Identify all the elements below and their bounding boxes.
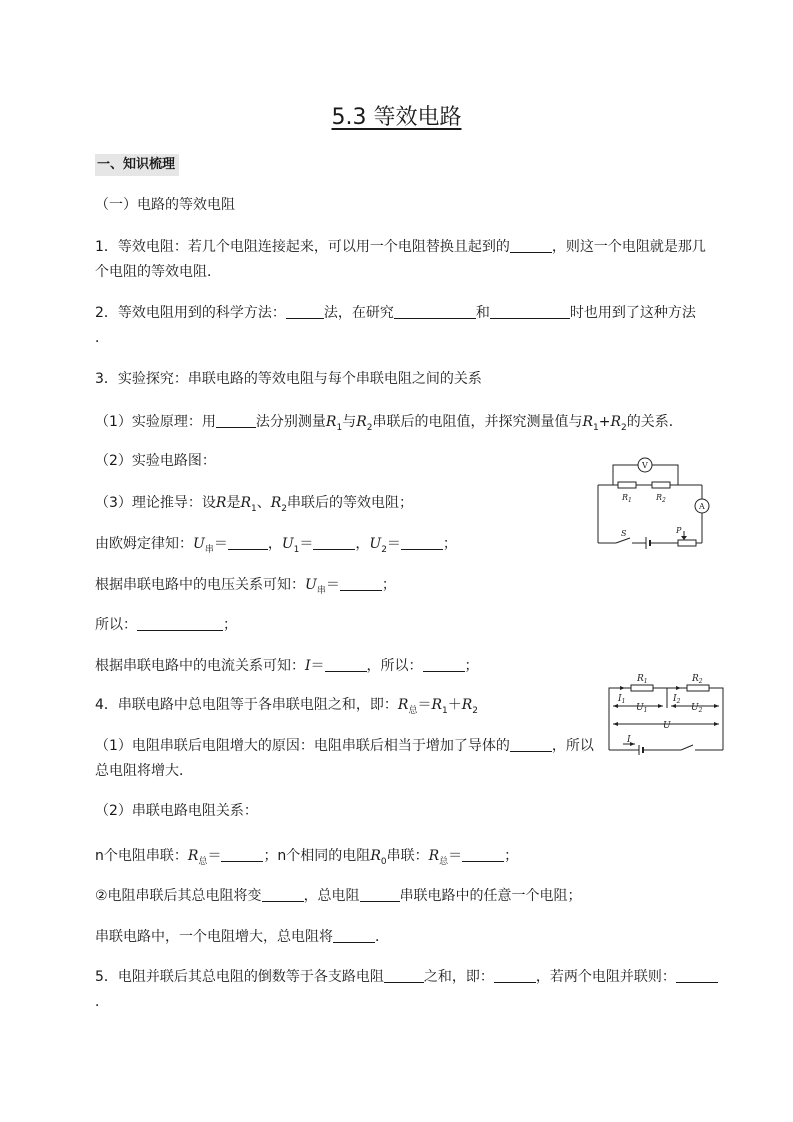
answer-blank[interactable] <box>216 411 256 428</box>
u2-label: $U_2$ <box>691 703 703 714</box>
r1-label: $R_1$ <box>637 674 648 685</box>
answer-blank[interactable] <box>676 966 718 983</box>
answer-blank[interactable] <box>286 302 324 319</box>
ammeter-label: A <box>699 502 705 511</box>
answer-blank[interactable] <box>401 533 443 550</box>
item3-line1: 3．实验探究：串联电路的等效电阻与每个串联电阻之间的关系 <box>95 371 482 387</box>
item3-circuit-label: （2）实验电路图： <box>95 453 216 469</box>
slider-label: P <box>676 526 682 535</box>
i2-label: $I_2$ <box>673 694 681 705</box>
answer-blank[interactable] <box>313 533 355 550</box>
answer-blank[interactable] <box>394 302 476 319</box>
item4-reason-line2: 总电阻将增大． <box>95 763 193 779</box>
resistor-r2 <box>687 685 709 691</box>
item4-circle2: ②电阻串联后其总电阻将变 ，总电阻 串联电路中的任意一个电阻； <box>95 885 582 906</box>
answer-blank[interactable] <box>510 735 552 752</box>
switch-label: S <box>621 529 627 538</box>
subsection-title: （一）电路的等效电阻 <box>95 197 235 213</box>
answer-blank[interactable] <box>228 533 268 550</box>
i-label: I <box>627 735 631 745</box>
item4-n-series: n个电阻串联：$R_总=$ ；n个相同的电阻$R_0$串联：$R_总=$ ； <box>95 845 518 872</box>
r2-label: $R_2$ <box>656 493 666 504</box>
item1-line1: 1．等效电阻：若几个电阻连接起来，可以用一个电阻替换且起到的 ，则这一个电阻就是那几 <box>95 236 706 257</box>
u1-label: $U_1$ <box>636 703 648 714</box>
item4-relation: （2）串联电路电阻关系： <box>95 803 258 819</box>
section-header: 一、知识梳理 <box>95 154 179 176</box>
answer-blank[interactable] <box>490 302 570 319</box>
answer-blank[interactable] <box>423 655 465 672</box>
item3-derivation: （3）理论推导：设R是$R_1$、$R_2$串联后的等效电阻； <box>95 495 414 514</box>
resistor-r1 <box>631 685 653 691</box>
item4-circle3: 串联电路中，一个电阻增大，总电阻将 ． <box>95 926 389 947</box>
answer-blank[interactable] <box>325 655 367 672</box>
item3-ohm: 由欧姆定律知：$U_串=$ ，$U_1=$ ，$U_2=$ ； <box>95 533 457 560</box>
item4-line1: 4．串联电路中总电阻等于各串联电阻之和，即：$R_总=R_1+R_2$ <box>95 697 479 716</box>
item3-principle: （1）实验原理：用 法分别测量$R_1$与$R_2$串联后的电阻值，并探究测量值与$R_1+R_2$的关系． <box>95 411 683 438</box>
experiment-circuit-diagram <box>590 455 720 555</box>
switch-icon <box>616 538 630 543</box>
item4-reason-line1: （1）电阻串联后电阻增大的原因：电阻串联后相当于增加了导体的 ，所以 <box>95 735 594 756</box>
item2-line1: 2．等效电阻用到的科学方法： 法，在研究 和 时也用到了这种方法 <box>95 302 696 323</box>
answer-blank[interactable] <box>494 966 536 983</box>
item5-line2: ． <box>95 994 109 1010</box>
item3-so: 所以： ； <box>95 614 237 635</box>
item5-line1: 5．电阻并联后其总电阻的倒数等于各支路电阻 之和，即： ，若两个电阻并联则： <box>95 966 718 987</box>
answer-blank[interactable] <box>384 966 424 983</box>
item3-current: 根据串联电路中的电流关系可知：I＝ ，所以： ； <box>95 655 479 676</box>
series-circuit-diagram <box>603 668 728 758</box>
i1-label: $I_1$ <box>618 694 626 705</box>
page-title: 5.3 等效电路 <box>331 105 462 130</box>
answer-blank[interactable] <box>221 845 263 862</box>
switch-icon <box>681 745 693 750</box>
answer-blank[interactable] <box>510 236 552 253</box>
answer-blank[interactable] <box>333 926 375 943</box>
u-total-label: U <box>663 721 671 731</box>
resistor-r1 <box>618 482 636 488</box>
answer-blank[interactable] <box>340 574 382 591</box>
answer-blank[interactable] <box>137 614 223 631</box>
answer-blank[interactable] <box>262 885 304 902</box>
item3-voltage: 根据串联电路中的电压关系可知：$U_串=$ ； <box>95 574 396 601</box>
r1-label: $R_1$ <box>622 493 632 504</box>
r2-label: $R_2$ <box>692 674 703 685</box>
rheostat-icon <box>678 540 696 546</box>
answer-blank[interactable] <box>360 885 400 902</box>
answer-blank[interactable] <box>462 845 504 862</box>
resistor-r2 <box>652 482 670 488</box>
item1-line2: 个电阻的等效电阻． <box>95 264 221 280</box>
voltmeter-label: V <box>642 461 648 470</box>
item2-line2: ． <box>95 330 109 346</box>
